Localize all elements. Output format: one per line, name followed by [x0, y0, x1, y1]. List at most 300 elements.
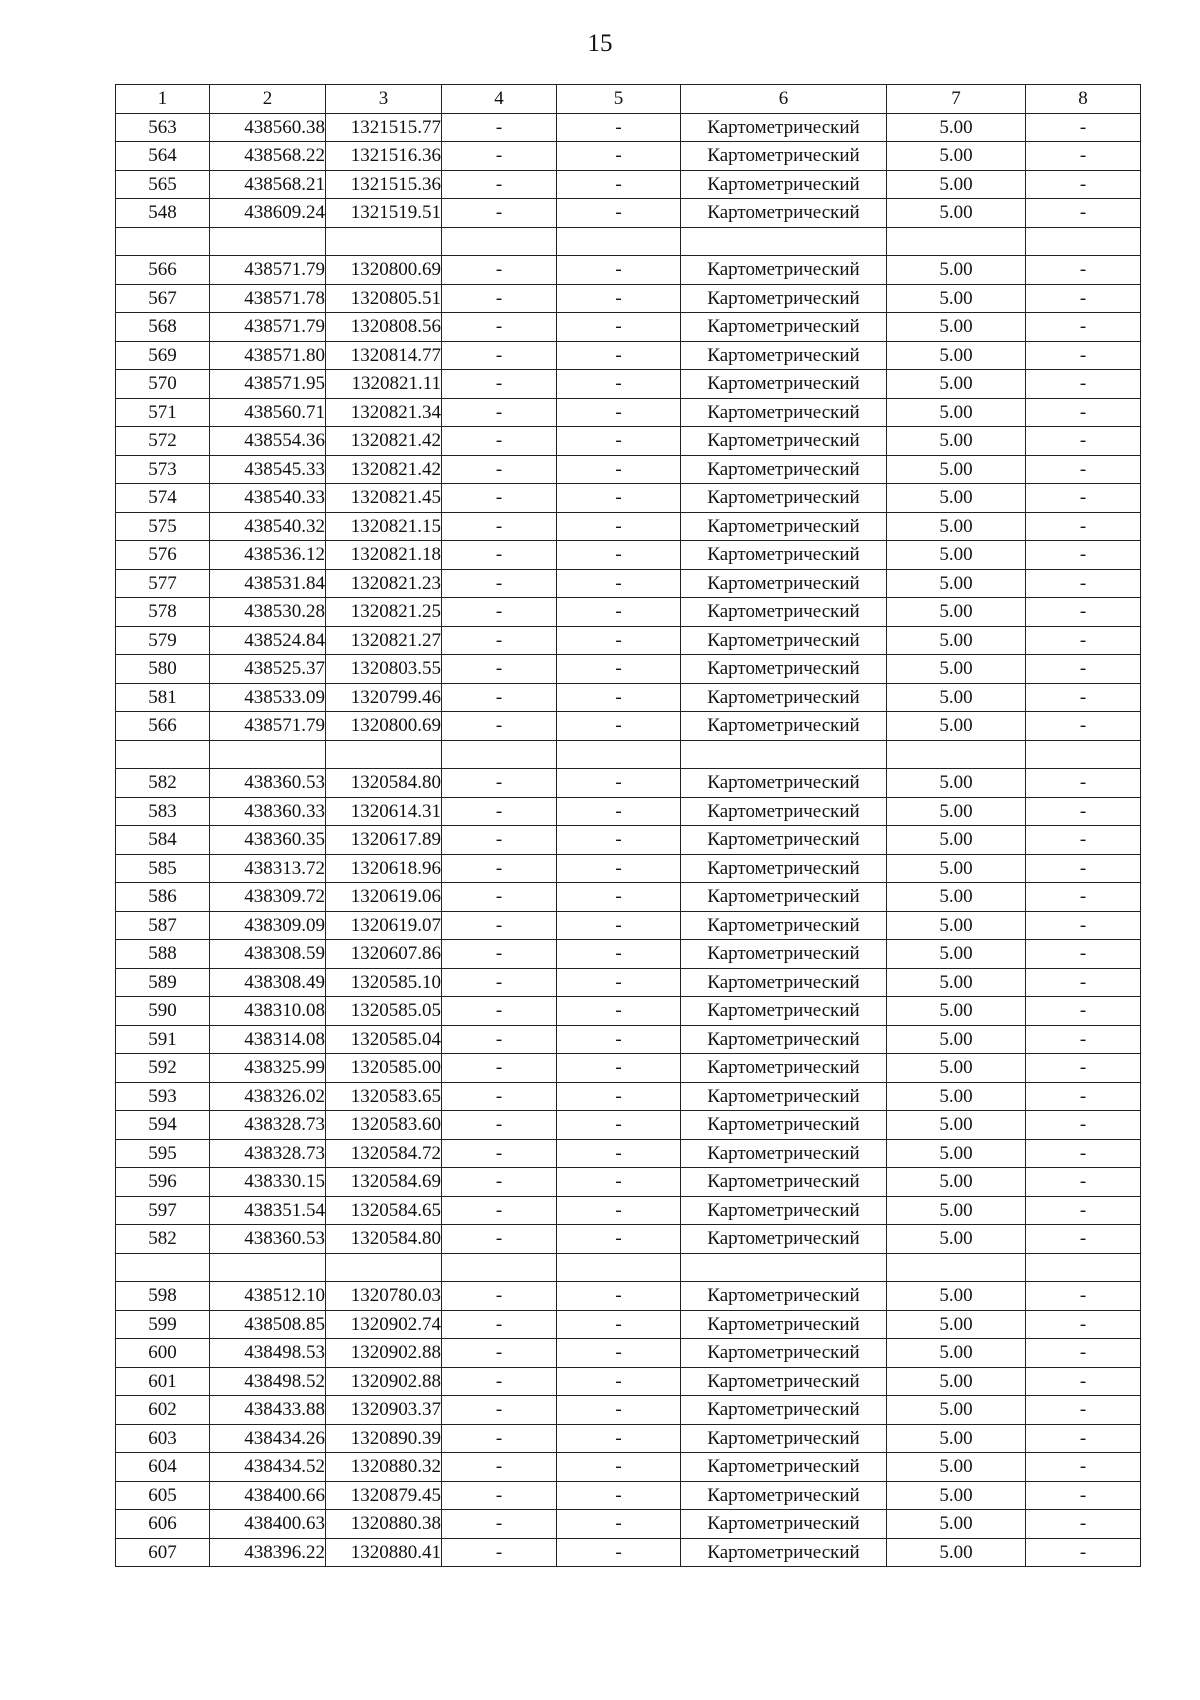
coord-y-cell: 1320814.77 — [326, 341, 442, 370]
table-row — [116, 1168, 1141, 1197]
col-5-cell: - — [557, 997, 681, 1026]
point-number-cell: 595 — [116, 1139, 210, 1168]
coord-y-cell: 1320619.06 — [326, 883, 442, 912]
accuracy-cell: 5.00 — [887, 769, 1026, 798]
accuracy-cell: 5.00 — [887, 455, 1026, 484]
coordinates-table — [115, 84, 1141, 1567]
col-5-cell — [557, 227, 681, 256]
method-cell: Картометрический — [681, 170, 887, 199]
col-8-cell: - — [1026, 683, 1141, 712]
accuracy-cell: 5.00 — [887, 1424, 1026, 1453]
col-5-cell: - — [557, 284, 681, 313]
coord-y-cell: 1320902.74 — [326, 1310, 442, 1339]
accuracy-cell: 5.00 — [887, 655, 1026, 684]
coord-x-cell: 438568.22 — [210, 142, 326, 171]
point-number-cell: 599 — [116, 1310, 210, 1339]
coord-x-cell: 438360.53 — [210, 1225, 326, 1254]
point-number-cell: 591 — [116, 1025, 210, 1054]
point-number-cell: 577 — [116, 569, 210, 598]
table-row — [116, 1453, 1141, 1482]
point-number-cell: 582 — [116, 1225, 210, 1254]
method-cell: Картометрический — [681, 1510, 887, 1539]
col-4-cell: - — [442, 1538, 557, 1567]
coord-y-cell: 1320800.69 — [326, 256, 442, 285]
coord-x-cell: 438308.49 — [210, 968, 326, 997]
coord-x-cell: 438525.37 — [210, 655, 326, 684]
coord-y-cell: 1320607.86 — [326, 940, 442, 969]
accuracy-cell — [887, 1253, 1026, 1282]
col-4-cell: - — [442, 1453, 557, 1482]
coord-y-cell: 1320821.34 — [326, 398, 442, 427]
coord-x-cell: 438531.84 — [210, 569, 326, 598]
method-cell: Картометрический — [681, 398, 887, 427]
point-number-cell: 592 — [116, 1054, 210, 1083]
accuracy-cell — [887, 740, 1026, 769]
col-5-cell: - — [557, 1111, 681, 1140]
col-8-cell: - — [1026, 170, 1141, 199]
coord-x-cell: 438560.38 — [210, 113, 326, 142]
col-8-cell: - — [1026, 1367, 1141, 1396]
col-8-cell: - — [1026, 1538, 1141, 1567]
col-8-cell: - — [1026, 940, 1141, 969]
accuracy-cell: 5.00 — [887, 1510, 1026, 1539]
coord-y-cell — [326, 227, 442, 256]
col-8-cell: - — [1026, 1111, 1141, 1140]
col-8-cell: - — [1026, 1082, 1141, 1111]
col-8-cell: - — [1026, 1453, 1141, 1482]
table-row — [116, 1054, 1141, 1083]
accuracy-cell: 5.00 — [887, 797, 1026, 826]
table-row — [116, 541, 1141, 570]
accuracy-cell: 5.00 — [887, 826, 1026, 855]
coord-x-cell: 438498.53 — [210, 1339, 326, 1368]
col-5-cell: - — [557, 1538, 681, 1567]
coord-y-cell: 1320890.39 — [326, 1424, 442, 1453]
coord-y-cell: 1320614.31 — [326, 797, 442, 826]
coord-x-cell: 438498.52 — [210, 1367, 326, 1396]
coord-y-cell: 1320617.89 — [326, 826, 442, 855]
col-5-cell: - — [557, 826, 681, 855]
point-number-cell: 574 — [116, 484, 210, 513]
table-row — [116, 797, 1141, 826]
method-cell: Картометрический — [681, 512, 887, 541]
coord-x-cell: 438533.09 — [210, 683, 326, 712]
col-4-cell: - — [442, 256, 557, 285]
coord-y-cell: 1320619.07 — [326, 911, 442, 940]
col-4-cell: - — [442, 598, 557, 627]
point-number-cell: 590 — [116, 997, 210, 1026]
coord-y-cell: 1320618.96 — [326, 854, 442, 883]
table-row — [116, 997, 1141, 1026]
table-spacer-row — [116, 1253, 1141, 1282]
col-5-cell: - — [557, 512, 681, 541]
table-row — [116, 769, 1141, 798]
col-8-cell: - — [1026, 1396, 1141, 1425]
method-cell: Картометрический — [681, 911, 887, 940]
coord-y-cell — [326, 1253, 442, 1282]
col-8-cell — [1026, 227, 1141, 256]
col-5-cell: - — [557, 883, 681, 912]
coord-x-cell: 438351.54 — [210, 1196, 326, 1225]
method-cell: Картометрический — [681, 1339, 887, 1368]
col-8-cell: - — [1026, 313, 1141, 342]
col-5-cell: - — [557, 541, 681, 570]
point-number-cell: 601 — [116, 1367, 210, 1396]
method-cell: Картометрический — [681, 1025, 887, 1054]
coord-x-cell: 438309.72 — [210, 883, 326, 912]
col-8-cell: - — [1026, 455, 1141, 484]
col-8-cell: - — [1026, 341, 1141, 370]
col-5-cell: - — [557, 1054, 681, 1083]
col-5-cell: - — [557, 968, 681, 997]
coord-y-cell: 1320879.45 — [326, 1481, 442, 1510]
accuracy-cell: 5.00 — [887, 883, 1026, 912]
table-row — [116, 256, 1141, 285]
accuracy-cell — [887, 227, 1026, 256]
accuracy-cell: 5.00 — [887, 1168, 1026, 1197]
method-cell: Картометрический — [681, 484, 887, 513]
col-4-cell: - — [442, 284, 557, 313]
method-cell: Картометрический — [681, 1168, 887, 1197]
method-cell: Картометрический — [681, 626, 887, 655]
coord-y-cell: 1320902.88 — [326, 1339, 442, 1368]
table-header-row — [116, 85, 1141, 114]
point-number-cell — [116, 1253, 210, 1282]
point-number-cell: 597 — [116, 1196, 210, 1225]
coord-y-cell: 1320803.55 — [326, 655, 442, 684]
coord-y-cell: 1320584.80 — [326, 1225, 442, 1254]
col-4-cell: - — [442, 626, 557, 655]
col-8-cell: - — [1026, 655, 1141, 684]
method-cell — [681, 1253, 887, 1282]
coord-y-cell: 1320585.04 — [326, 1025, 442, 1054]
coord-x-cell: 438560.71 — [210, 398, 326, 427]
method-cell: Картометрический — [681, 1453, 887, 1482]
accuracy-cell: 5.00 — [887, 341, 1026, 370]
method-cell: Картометрический — [681, 455, 887, 484]
point-number-cell: 586 — [116, 883, 210, 912]
coord-y-cell: 1320584.65 — [326, 1196, 442, 1225]
coord-y-cell — [326, 740, 442, 769]
point-number-cell: 598 — [116, 1282, 210, 1311]
col-8-cell: - — [1026, 883, 1141, 912]
accuracy-cell: 5.00 — [887, 484, 1026, 513]
method-cell: Картометрический — [681, 341, 887, 370]
point-number-cell: 582 — [116, 769, 210, 798]
point-number-cell: 566 — [116, 712, 210, 741]
table-row — [116, 712, 1141, 741]
point-number-cell: 585 — [116, 854, 210, 883]
table-row — [116, 598, 1141, 627]
col-4-cell: - — [442, 541, 557, 570]
col-5-cell: - — [557, 1082, 681, 1111]
col-4-cell: - — [442, 170, 557, 199]
table-row — [116, 370, 1141, 399]
accuracy-cell: 5.00 — [887, 1282, 1026, 1311]
coord-x-cell: 438314.08 — [210, 1025, 326, 1054]
header-cell: 4 — [442, 85, 557, 114]
accuracy-cell: 5.00 — [887, 1225, 1026, 1254]
point-number-cell: 583 — [116, 797, 210, 826]
col-8-cell: - — [1026, 427, 1141, 456]
col-4-cell: - — [442, 1168, 557, 1197]
table-row — [116, 1339, 1141, 1368]
method-cell — [681, 227, 887, 256]
method-cell: Картометрический — [681, 313, 887, 342]
coord-y-cell: 1321516.36 — [326, 142, 442, 171]
col-8-cell: - — [1026, 1196, 1141, 1225]
point-number-cell: 602 — [116, 1396, 210, 1425]
table-row — [116, 1111, 1141, 1140]
col-8-cell: - — [1026, 626, 1141, 655]
method-cell: Картометрический — [681, 797, 887, 826]
col-5-cell: - — [557, 427, 681, 456]
method-cell: Картометрический — [681, 854, 887, 883]
col-5-cell: - — [557, 1367, 681, 1396]
col-8-cell: - — [1026, 1054, 1141, 1083]
accuracy-cell: 5.00 — [887, 712, 1026, 741]
table-row — [116, 1282, 1141, 1311]
col-4-cell: - — [442, 1510, 557, 1539]
coord-y-cell: 1320880.32 — [326, 1453, 442, 1482]
col-4-cell: - — [442, 484, 557, 513]
point-number-cell: 587 — [116, 911, 210, 940]
accuracy-cell: 5.00 — [887, 1310, 1026, 1339]
col-8-cell: - — [1026, 256, 1141, 285]
table-row — [116, 1196, 1141, 1225]
method-cell: Картометрический — [681, 683, 887, 712]
coord-x-cell: 438609.24 — [210, 199, 326, 228]
method-cell: Картометрический — [681, 883, 887, 912]
method-cell: Картометрический — [681, 1310, 887, 1339]
table-row — [116, 883, 1141, 912]
accuracy-cell: 5.00 — [887, 142, 1026, 171]
col-5-cell — [557, 1253, 681, 1282]
coord-y-cell: 1320880.38 — [326, 1510, 442, 1539]
col-5-cell: - — [557, 484, 681, 513]
col-5-cell: - — [557, 1310, 681, 1339]
method-cell: Картометрический — [681, 1424, 887, 1453]
coord-y-cell: 1320903.37 — [326, 1396, 442, 1425]
coord-y-cell: 1321515.77 — [326, 113, 442, 142]
coord-x-cell: 438360.53 — [210, 769, 326, 798]
coord-x-cell: 438540.33 — [210, 484, 326, 513]
col-4-cell: - — [442, 113, 557, 142]
point-number-cell: 567 — [116, 284, 210, 313]
accuracy-cell: 5.00 — [887, 1538, 1026, 1567]
coord-y-cell: 1320821.42 — [326, 455, 442, 484]
coord-x-cell: 438330.15 — [210, 1168, 326, 1197]
point-number-cell: 596 — [116, 1168, 210, 1197]
col-5-cell: - — [557, 1168, 681, 1197]
col-5-cell: - — [557, 455, 681, 484]
coord-x-cell: 438571.95 — [210, 370, 326, 399]
point-number-cell: 580 — [116, 655, 210, 684]
accuracy-cell: 5.00 — [887, 854, 1026, 883]
point-number-cell: 571 — [116, 398, 210, 427]
method-cell: Картометрический — [681, 1282, 887, 1311]
accuracy-cell: 5.00 — [887, 1367, 1026, 1396]
table-row — [116, 484, 1141, 513]
accuracy-cell: 5.00 — [887, 370, 1026, 399]
coord-x-cell: 438396.22 — [210, 1538, 326, 1567]
coord-y-cell: 1320821.25 — [326, 598, 442, 627]
point-number-cell: 568 — [116, 313, 210, 342]
col-5-cell: - — [557, 1339, 681, 1368]
method-cell: Картометрический — [681, 256, 887, 285]
table-row — [116, 1538, 1141, 1567]
point-number-cell — [116, 740, 210, 769]
point-number-cell: 573 — [116, 455, 210, 484]
col-5-cell: - — [557, 1481, 681, 1510]
col-8-cell: - — [1026, 199, 1141, 228]
col-5-cell: - — [557, 1139, 681, 1168]
point-number-cell: 578 — [116, 598, 210, 627]
accuracy-cell: 5.00 — [887, 1025, 1026, 1054]
method-cell: Картометрический — [681, 1538, 887, 1567]
col-5-cell: - — [557, 370, 681, 399]
col-4-cell: - — [442, 398, 557, 427]
accuracy-cell: 5.00 — [887, 284, 1026, 313]
table-row — [116, 1225, 1141, 1254]
col-5-cell: - — [557, 1282, 681, 1311]
accuracy-cell: 5.00 — [887, 1082, 1026, 1111]
accuracy-cell: 5.00 — [887, 170, 1026, 199]
point-number-cell: 576 — [116, 541, 210, 570]
col-4-cell: - — [442, 427, 557, 456]
col-5-cell: - — [557, 911, 681, 940]
col-4-cell: - — [442, 569, 557, 598]
col-5-cell: - — [557, 940, 681, 969]
accuracy-cell: 5.00 — [887, 1054, 1026, 1083]
col-4-cell: - — [442, 911, 557, 940]
table-row — [116, 284, 1141, 313]
col-5-cell: - — [557, 1424, 681, 1453]
table-row — [116, 199, 1141, 228]
col-4-cell: - — [442, 512, 557, 541]
coord-y-cell: 1320821.42 — [326, 427, 442, 456]
col-4-cell: - — [442, 455, 557, 484]
accuracy-cell: 5.00 — [887, 940, 1026, 969]
col-5-cell: - — [557, 598, 681, 627]
header-cell: 8 — [1026, 85, 1141, 114]
table-row — [116, 512, 1141, 541]
table-row — [116, 113, 1141, 142]
col-8-cell: - — [1026, 854, 1141, 883]
method-cell: Картометрический — [681, 598, 887, 627]
table-row — [116, 170, 1141, 199]
accuracy-cell: 5.00 — [887, 199, 1026, 228]
table-row — [116, 1310, 1141, 1339]
table-row — [116, 683, 1141, 712]
coord-y-cell: 1320583.60 — [326, 1111, 442, 1140]
col-5-cell: - — [557, 170, 681, 199]
coord-x-cell: 438328.73 — [210, 1139, 326, 1168]
coord-x-cell: 438571.79 — [210, 313, 326, 342]
table-row — [116, 569, 1141, 598]
col-5-cell: - — [557, 113, 681, 142]
col-4-cell: - — [442, 1310, 557, 1339]
col-5-cell: - — [557, 769, 681, 798]
col-4-cell: - — [442, 683, 557, 712]
table-row — [116, 341, 1141, 370]
point-number-cell: 606 — [116, 1510, 210, 1539]
table-row — [116, 968, 1141, 997]
point-number-cell: 603 — [116, 1424, 210, 1453]
method-cell: Картометрический — [681, 997, 887, 1026]
accuracy-cell: 5.00 — [887, 1481, 1026, 1510]
coord-x-cell: 438536.12 — [210, 541, 326, 570]
method-cell: Картометрический — [681, 1054, 887, 1083]
col-4-cell: - — [442, 769, 557, 798]
coord-x-cell: 438308.59 — [210, 940, 326, 969]
coord-y-cell: 1320584.72 — [326, 1139, 442, 1168]
coord-y-cell: 1320808.56 — [326, 313, 442, 342]
page-number: 15 — [587, 30, 613, 57]
accuracy-cell: 5.00 — [887, 256, 1026, 285]
accuracy-cell: 5.00 — [887, 1111, 1026, 1140]
col-4-cell: - — [442, 712, 557, 741]
accuracy-cell: 5.00 — [887, 569, 1026, 598]
point-number-cell: 593 — [116, 1082, 210, 1111]
col-8-cell: - — [1026, 1310, 1141, 1339]
table-row — [116, 1481, 1141, 1510]
col-5-cell: - — [557, 1453, 681, 1482]
coord-y-cell: 1321515.36 — [326, 170, 442, 199]
col-4-cell: - — [442, 1367, 557, 1396]
col-5-cell: - — [557, 626, 681, 655]
col-5-cell: - — [557, 712, 681, 741]
coord-x-cell: 438508.85 — [210, 1310, 326, 1339]
col-5-cell: - — [557, 142, 681, 171]
accuracy-cell: 5.00 — [887, 683, 1026, 712]
method-cell: Картометрический — [681, 1082, 887, 1111]
coord-y-cell: 1320585.10 — [326, 968, 442, 997]
header-cell: 1 — [116, 85, 210, 114]
table-row — [116, 142, 1141, 171]
coord-x-cell: 438360.35 — [210, 826, 326, 855]
accuracy-cell: 5.00 — [887, 313, 1026, 342]
point-number-cell: 564 — [116, 142, 210, 171]
col-4-cell: - — [442, 940, 557, 969]
col-8-cell: - — [1026, 1139, 1141, 1168]
method-cell: Картометрический — [681, 284, 887, 313]
coord-x-cell: 438554.36 — [210, 427, 326, 456]
col-4-cell: - — [442, 1082, 557, 1111]
col-4-cell: - — [442, 797, 557, 826]
method-cell: Картометрический — [681, 1225, 887, 1254]
col-8-cell — [1026, 740, 1141, 769]
point-number-cell: 563 — [116, 113, 210, 142]
col-4-cell: - — [442, 826, 557, 855]
col-8-cell: - — [1026, 997, 1141, 1026]
point-number-cell: 600 — [116, 1339, 210, 1368]
coord-y-cell: 1320583.65 — [326, 1082, 442, 1111]
point-number-cell: 589 — [116, 968, 210, 997]
col-8-cell: - — [1026, 142, 1141, 171]
method-cell: Картометрический — [681, 826, 887, 855]
method-cell: Картометрический — [681, 113, 887, 142]
point-number-cell: 575 — [116, 512, 210, 541]
coord-x-cell — [210, 227, 326, 256]
method-cell: Картометрический — [681, 427, 887, 456]
method-cell: Картометрический — [681, 1111, 887, 1140]
col-8-cell: - — [1026, 541, 1141, 570]
point-number-cell — [116, 227, 210, 256]
coord-x-cell: 438530.28 — [210, 598, 326, 627]
coord-x-cell: 438325.99 — [210, 1054, 326, 1083]
col-4-cell: - — [442, 313, 557, 342]
